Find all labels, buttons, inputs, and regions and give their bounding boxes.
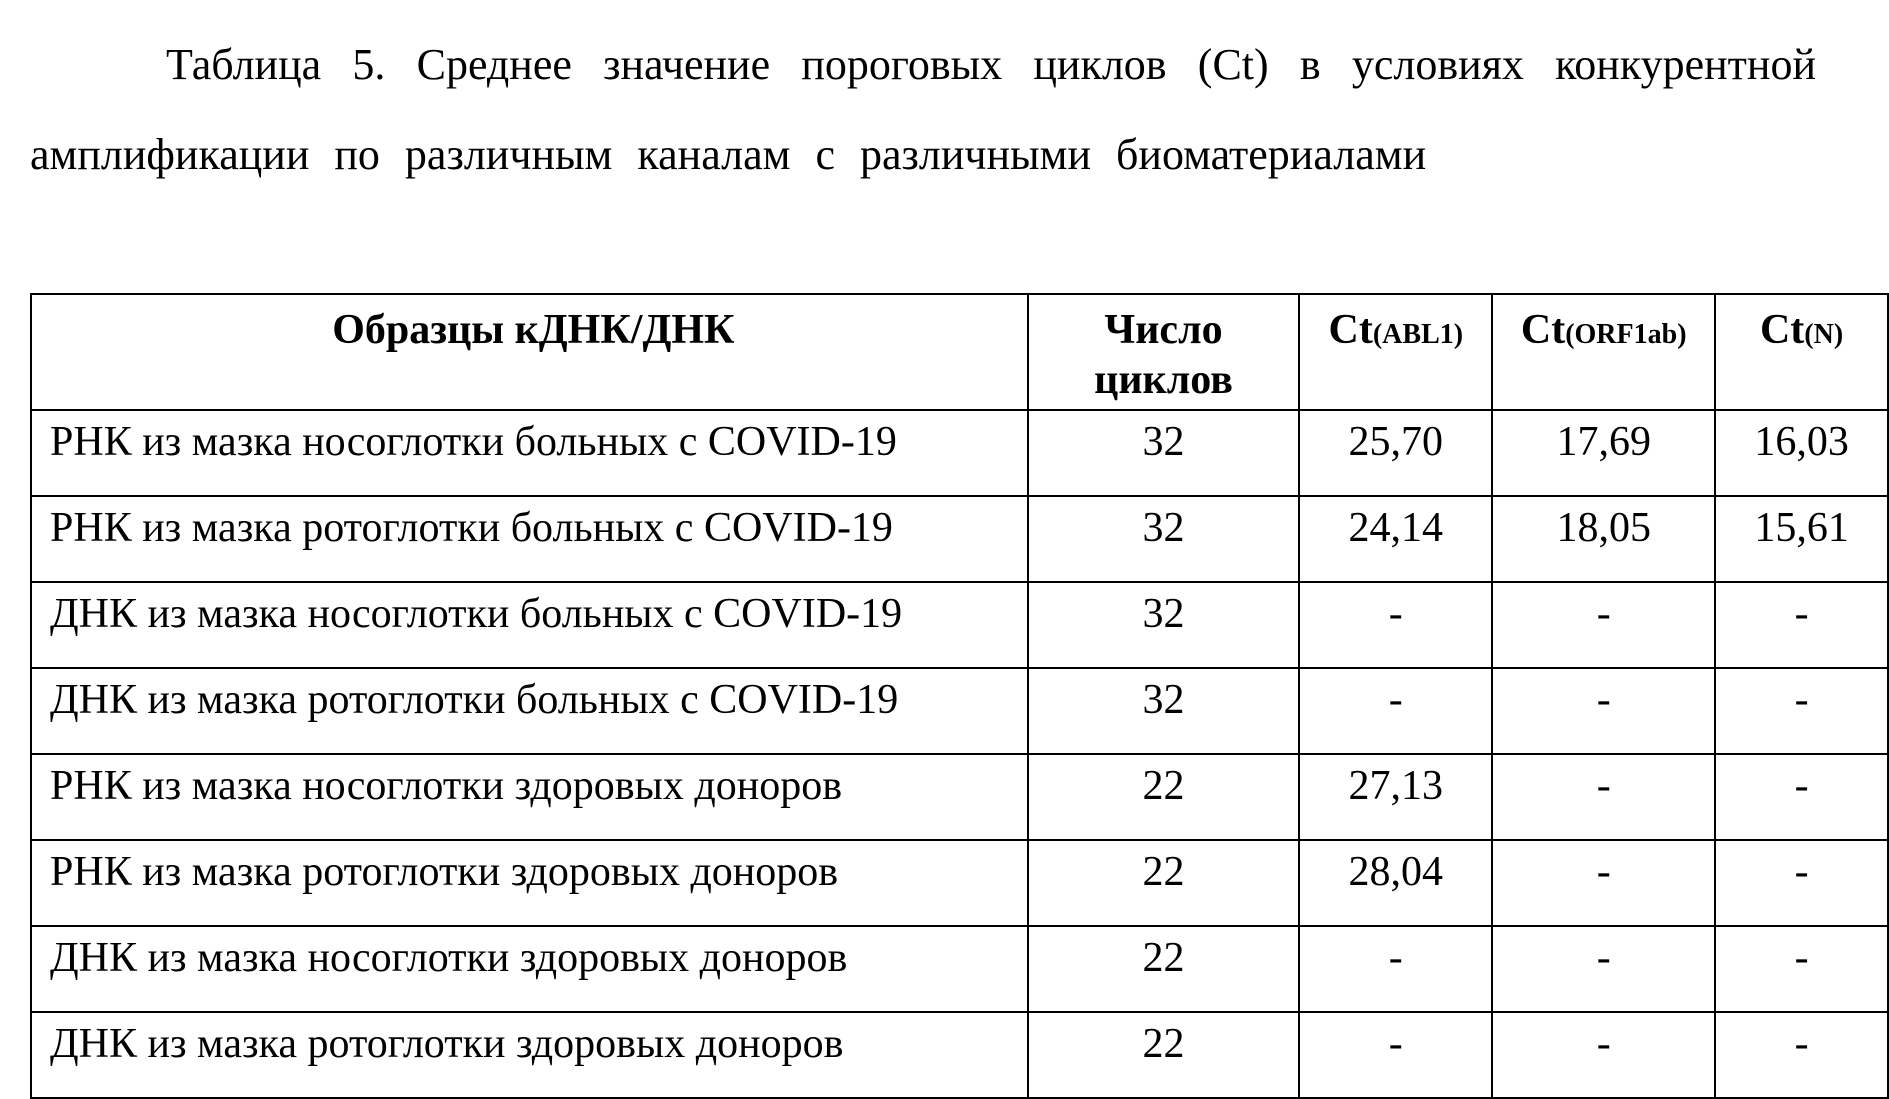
ct-n-cell: - bbox=[1715, 754, 1888, 840]
cycles-cell: 22 bbox=[1028, 1012, 1300, 1098]
ct-abl1-cell: - bbox=[1299, 582, 1492, 668]
ct-orf1ab-cell: - bbox=[1492, 840, 1715, 926]
ct-abl1-cell: - bbox=[1299, 926, 1492, 1012]
cycles-cell: 32 bbox=[1028, 410, 1300, 496]
sample-cell: ДНК из мазка ротоглотки здоровых доноров bbox=[31, 1012, 1028, 1098]
table-row bbox=[31, 582, 1888, 668]
ct-abl1-cell: - bbox=[1299, 668, 1492, 754]
ct-n-cell: 16,03 bbox=[1715, 410, 1888, 496]
sample-cell: РНК из мазка носоглотки больных с COVID-19 bbox=[31, 410, 1028, 496]
cycles-cell: 32 bbox=[1028, 668, 1300, 754]
ct-orf1ab-cell: - bbox=[1492, 582, 1715, 668]
header-cycles: Число циклов bbox=[1028, 294, 1300, 410]
ct-orf1ab-cell: - bbox=[1492, 754, 1715, 840]
ct-abl1-cell: 28,04 bbox=[1299, 840, 1492, 926]
header-ct-n: Ct(N) bbox=[1715, 294, 1888, 410]
ct-abl1-cell: 25,70 bbox=[1299, 410, 1492, 496]
sample-cell: РНК из мазка ротоглотки здоровых доноров bbox=[31, 840, 1028, 926]
ct-n-cell: - bbox=[1715, 582, 1888, 668]
table-row bbox=[31, 668, 1888, 754]
ct-n-cell: - bbox=[1715, 840, 1888, 926]
cycles-cell: 32 bbox=[1028, 582, 1300, 668]
table-row bbox=[31, 840, 1888, 926]
ct-n-cell: - bbox=[1715, 668, 1888, 754]
table-row bbox=[31, 410, 1888, 496]
table-row bbox=[31, 754, 1888, 840]
cycles-cell: 22 bbox=[1028, 754, 1300, 840]
cycles-cell: 32 bbox=[1028, 496, 1300, 582]
header-ct-orf1ab: Ct(ORF1ab) bbox=[1492, 294, 1715, 410]
ct-orf1ab-cell: - bbox=[1492, 668, 1715, 754]
cycles-cell: 22 bbox=[1028, 840, 1300, 926]
sample-cell: РНК из мазка ротоглотки больных с COVID-19 bbox=[31, 496, 1028, 582]
sample-cell: ДНК из мазка ротоглотки больных с COVID-19 bbox=[31, 668, 1028, 754]
ct-orf1ab-cell: 18,05 bbox=[1492, 496, 1715, 582]
ct-n-cell: - bbox=[1715, 926, 1888, 1012]
header-ct-abl1: Ct(ABL1) bbox=[1299, 294, 1492, 410]
table-row bbox=[31, 1012, 1888, 1098]
ct-orf1ab-cell: - bbox=[1492, 1012, 1715, 1098]
sample-cell: ДНК из мазка носоглотки здоровых доноров bbox=[31, 926, 1028, 1012]
ct-abl1-cell: - bbox=[1299, 1012, 1492, 1098]
ct-n-cell: - bbox=[1715, 1012, 1888, 1098]
ct-n-cell: 15,61 bbox=[1715, 496, 1888, 582]
ct-orf1ab-cell: 17,69 bbox=[1492, 410, 1715, 496]
table-caption: Таблица 5. Среднее значение пороговых циклов (Ct) в условиях конкурентной амплификации по различным каналам с различными биоматериалами bbox=[30, 20, 1816, 200]
header-row bbox=[31, 294, 1888, 410]
ct-table bbox=[30, 293, 1889, 1099]
table-row bbox=[31, 926, 1888, 1012]
sample-cell: РНК из мазка носоглотки здоровых доноров bbox=[31, 754, 1028, 840]
ct-abl1-cell: 24,14 bbox=[1299, 496, 1492, 582]
sample-cell: ДНК из мазка носоглотки больных с COVID-19 bbox=[31, 582, 1028, 668]
ct-abl1-cell: 27,13 bbox=[1299, 754, 1492, 840]
cycles-cell: 22 bbox=[1028, 926, 1300, 1012]
ct-orf1ab-cell: - bbox=[1492, 926, 1715, 1012]
header-samples: Образцы кДНК/ДНК bbox=[31, 294, 1028, 410]
table-row bbox=[31, 496, 1888, 582]
